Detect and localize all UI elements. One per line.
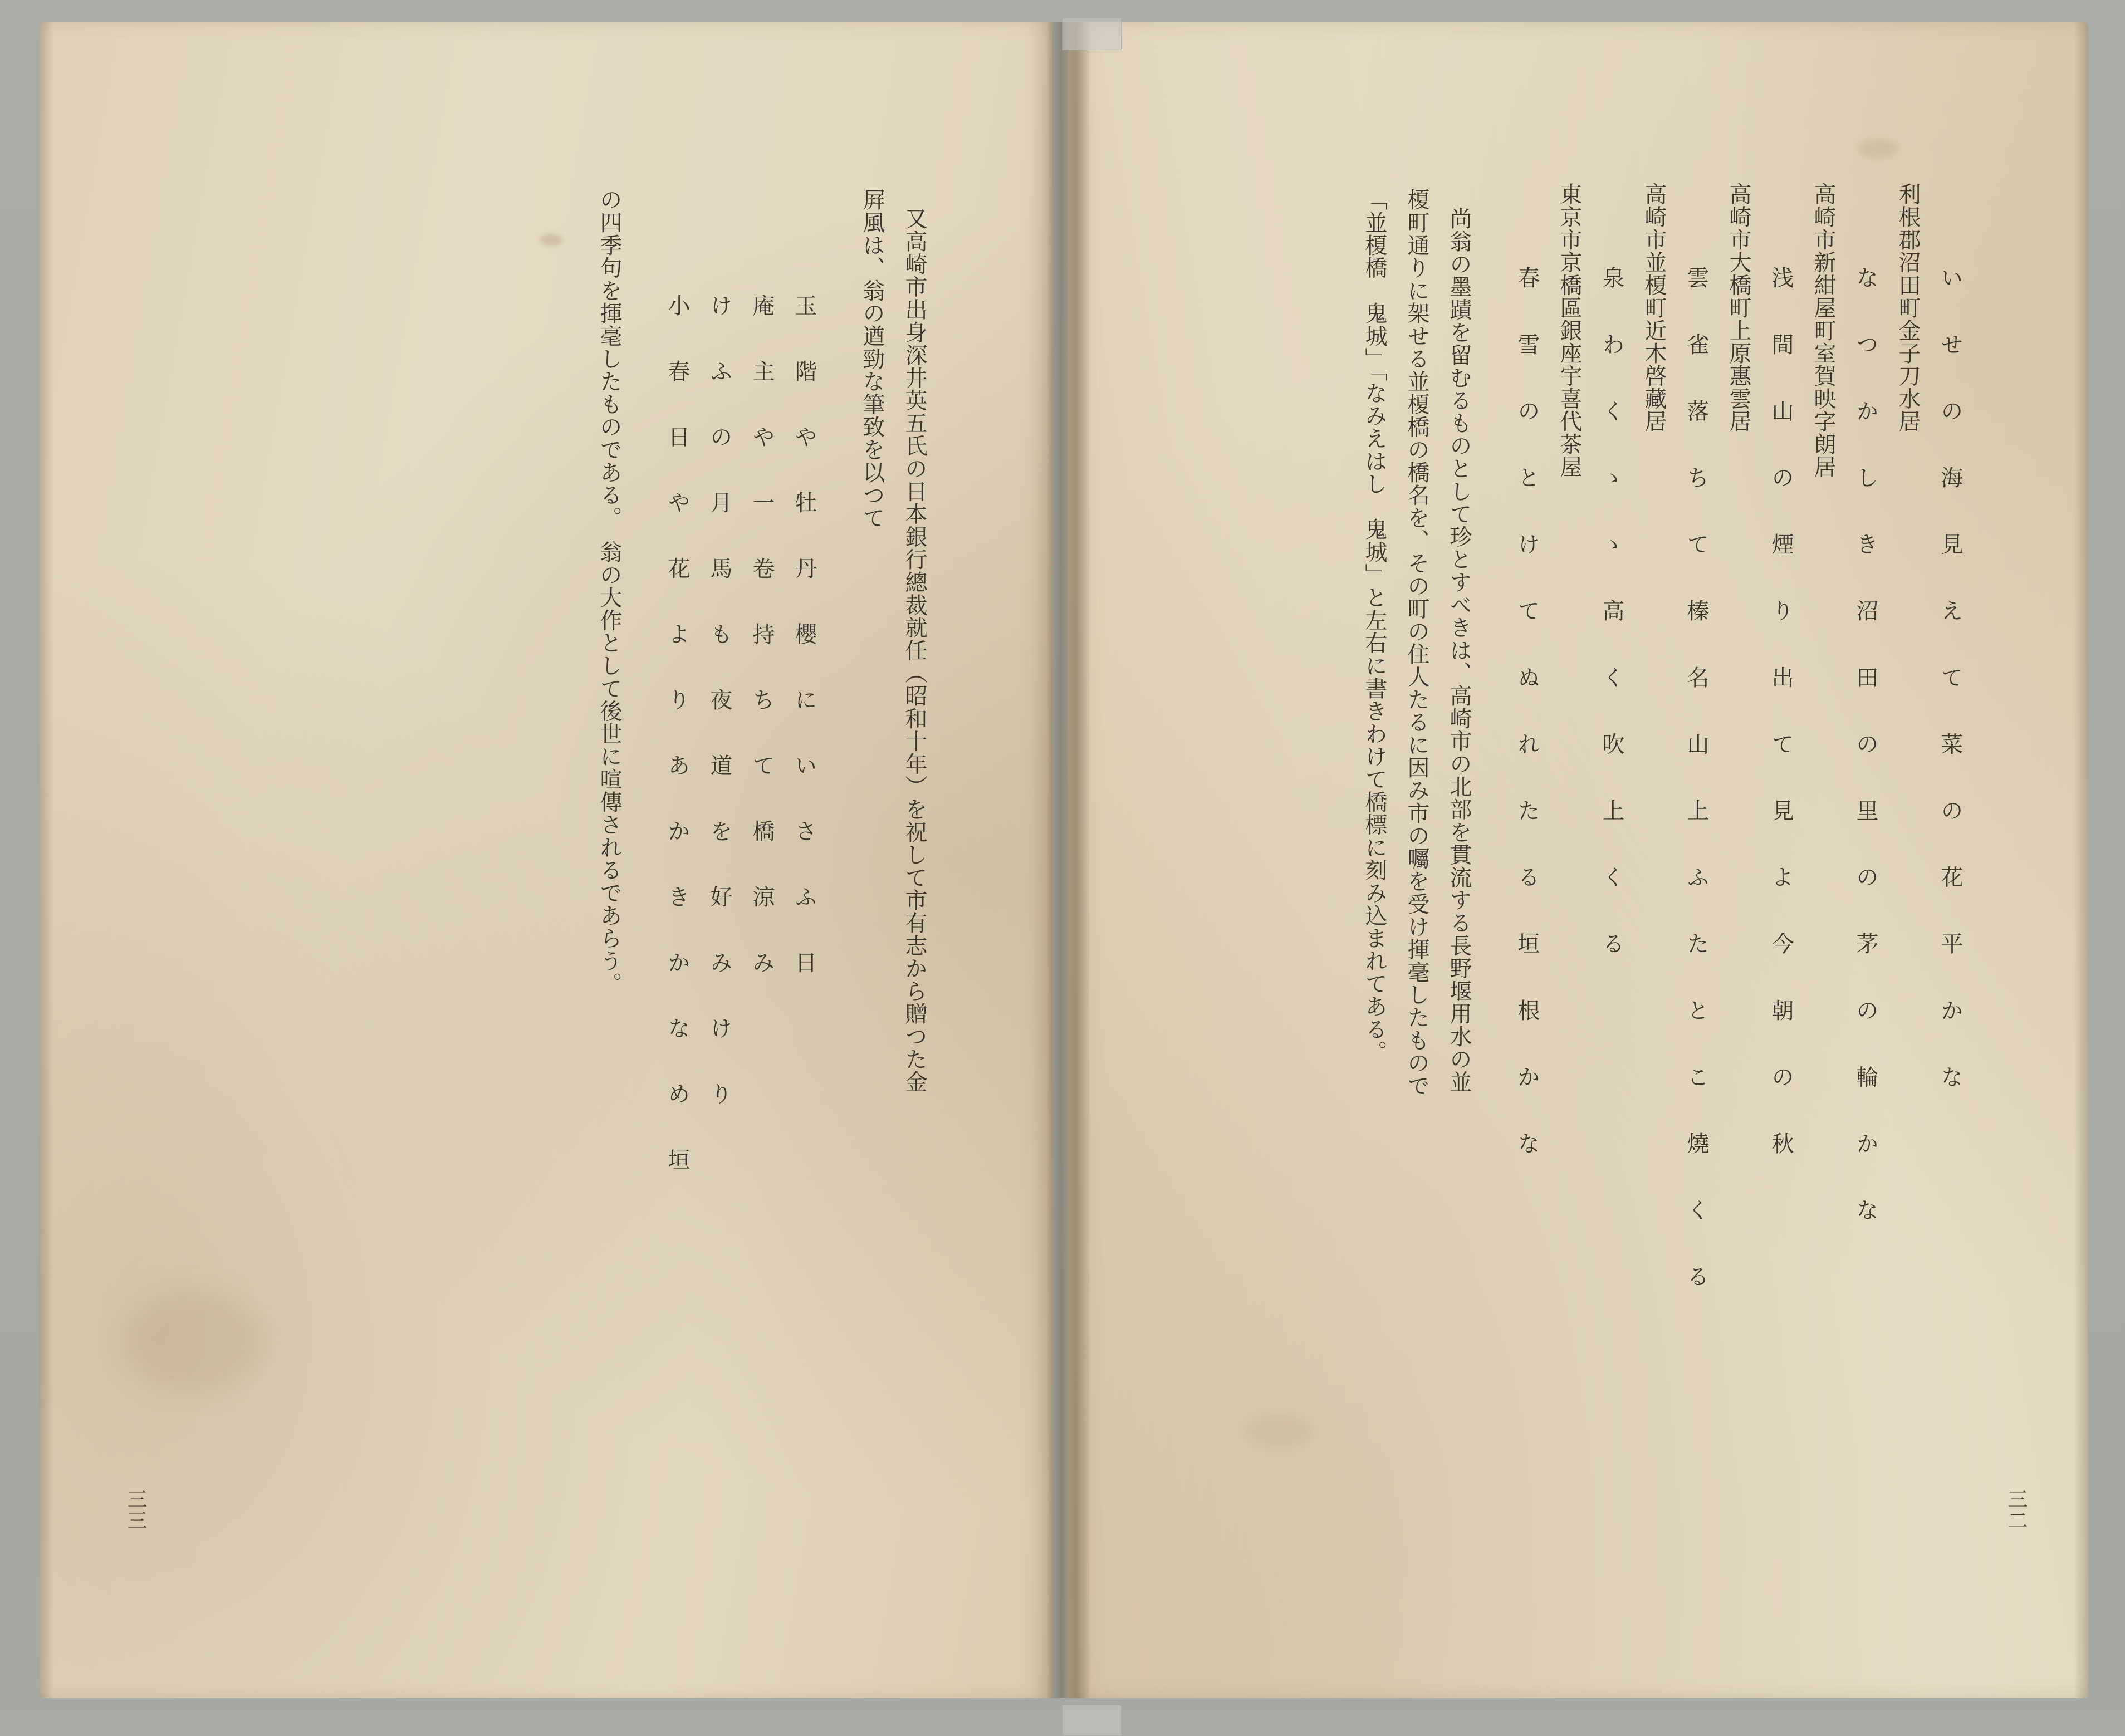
column-spacer [825,183,851,1469]
recto-textblock [1353,183,1971,1469]
page-edge-shadow [39,22,53,1698]
haiku-line: 雲 雀 落 ち て 榛 名 山 上 ふ た と こ 燒 く る [1675,183,1717,1469]
attribution-line: 高崎市並榎町近木啓藏居 [1633,183,1675,1469]
attribution-line: 高崎市大橋町上原惠雲居 [1717,183,1760,1469]
haiku-line: 小 春 日 や 花 よ り あ か き か な め 垣 [656,183,698,1469]
haiku-line: い せ の 海 見 え て 菜 の 花 平 か な [1929,183,1971,1469]
book-gutter [1048,22,1089,1698]
page-edge-shadow [2074,22,2088,1698]
prose-line: 屛風は、翁の遒勁な筆致を以つて [851,183,893,1469]
prose-line: 「並榎橋 鬼城」「なみえはし 鬼城」と左右に書きわけて橋標に刻み込まれてある。 [1353,183,1396,1469]
haiku-line: 泉 わ く ゝ ゝ 高 く 吹 上 く る [1590,183,1633,1469]
attribution-line: 東京市京橋區銀座宇喜代茶屋 [1548,183,1590,1469]
haiku-line: 浅 間 山 の 煙 り 出 て 見 よ 今 朝 の 秋 [1760,183,1802,1469]
prose-line: 尚翁の墨蹟を留むるものとして珍とすべきは、高崎市の北部を貫流する長野堰用水の並 [1438,183,1480,1469]
haiku-line: な つ か し き 沼 田 の 里 の 茅 の 輪 か な [1844,183,1887,1469]
prose-line: の四季句を揮毫したものである。 翁の大作として後世に喧傳されるであらう。 [588,183,630,1469]
page-number: 三二 [2002,1489,2030,1531]
verso-textblock [588,183,936,1469]
haiku-line: 庵 主 や 一 卷 持 ち て 橋 涼 み [741,183,783,1469]
paper-blemish [1246,1414,1313,1448]
attribution-line: 利根郡沼田町金子刀水居 [1887,183,1929,1469]
paper-blemish [1859,139,1898,158]
tape-strip-bottom [1062,1705,1122,1736]
page-number: 三三 [121,1489,150,1531]
page-verso [39,22,1052,1698]
paper-blemish [540,234,562,246]
attribution-line: 高崎市新紺屋町室賀映字朗居 [1802,183,1844,1469]
column-spacer [630,183,656,1469]
page-recto [1068,22,2088,1698]
column-spacer [1480,183,1506,1469]
haiku-line: け ふ の 月 馬 も 夜 道 を 好 み け り [698,183,741,1469]
prose-line: 榎町通りに架せる並榎橋の橋名を、その町の住人たるに因み市の囑を受け揮毫したもので [1396,183,1438,1469]
prose-line: 又高崎市出身深井英五氏の日本銀行總裁就任（昭和十年）を祝して市有志から贈つた金 [893,183,936,1469]
haiku-line: 春 雪 の と け て ぬ れ た る 垣 根 か な [1506,183,1548,1469]
tape-strip-top [1062,18,1122,50]
paper-blemish [123,1292,267,1392]
haiku-line: 玉 階 や 牡 丹 櫻 に い さ ふ 日 [783,183,825,1469]
book-spread [39,22,2088,1698]
